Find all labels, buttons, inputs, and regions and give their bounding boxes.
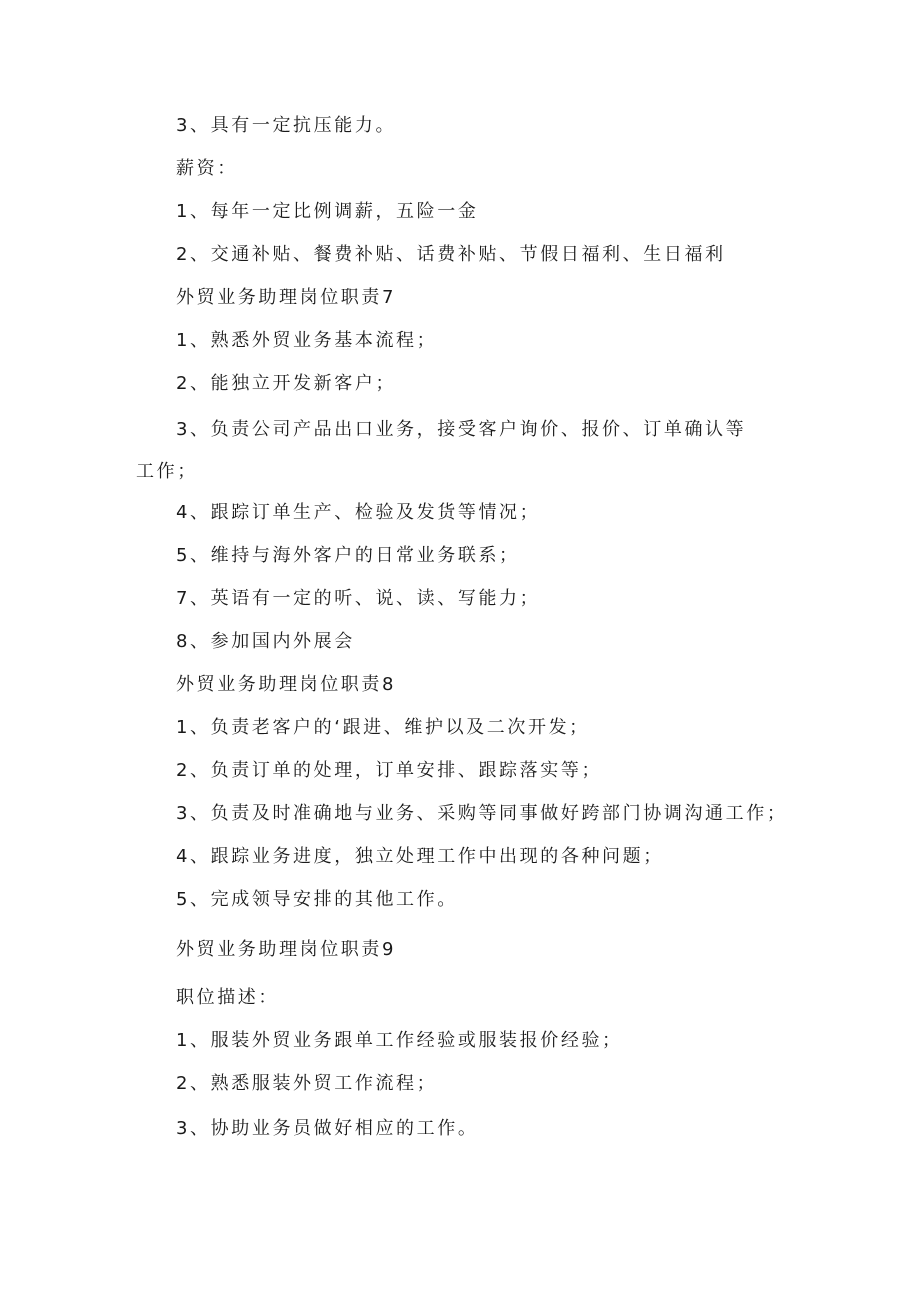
section-title-9: 外贸业务助理岗位职责9 (176, 939, 397, 960)
duty-item: 1、熟悉外贸业务基本流程； (176, 330, 438, 351)
duty-item: 3、负责及时准确地与业务、采购等同事做好跨部门协调沟通工作； (176, 803, 788, 824)
job-description-item: 1、服装外贸业务跟单工作经验或服装报价经验； (176, 1030, 623, 1051)
salary-heading: 薪资： (176, 158, 238, 179)
duty-item: 4、跟踪业务进度，独立处理工作中出现的各种问题； (176, 846, 664, 867)
duty-item: 2、负责订单的处理，订单安排、跟踪落实等； (176, 760, 603, 781)
duty-item: 8、参加国内外展会 (176, 631, 355, 652)
salary-item: 1、每年一定比例调薪，五险一金 (176, 201, 479, 222)
duty-item: 1、负责老客户的‘跟进、维护以及二次开发； (176, 717, 590, 738)
duty-item-wrapped: 3、负责公司产品出口业务，接受客户询价、报价、订单确认等工作； (136, 419, 747, 482)
requirement-item: 3、具有一定抗压能力。 (176, 115, 397, 136)
job-description-item: 2、熟悉服装外贸工作流程； (176, 1073, 438, 1094)
salary-item: 2、交通补贴、餐费补贴、话费补贴、节假日福利、生日福利 (176, 244, 726, 265)
duty-item: 5、完成领导安排的其他工作。 (176, 889, 458, 910)
section-title-8: 外贸业务助理岗位职责8 (176, 674, 397, 695)
job-description-heading: 职位描述： (176, 987, 279, 1008)
job-description-item: 3、协助业务员做好相应的工作。 (176, 1118, 479, 1139)
duty-item: 2、能独立开发新客户； (176, 373, 397, 394)
section-title-7: 外贸业务助理岗位职责7 (176, 287, 397, 308)
duty-item: 7、英语有一定的听、说、读、写能力； (176, 588, 541, 609)
duty-item: 4、跟踪订单生产、检验及发货等情况； (176, 502, 541, 523)
duty-item: 5、维持与海外客户的日常业务联系； (176, 545, 520, 566)
